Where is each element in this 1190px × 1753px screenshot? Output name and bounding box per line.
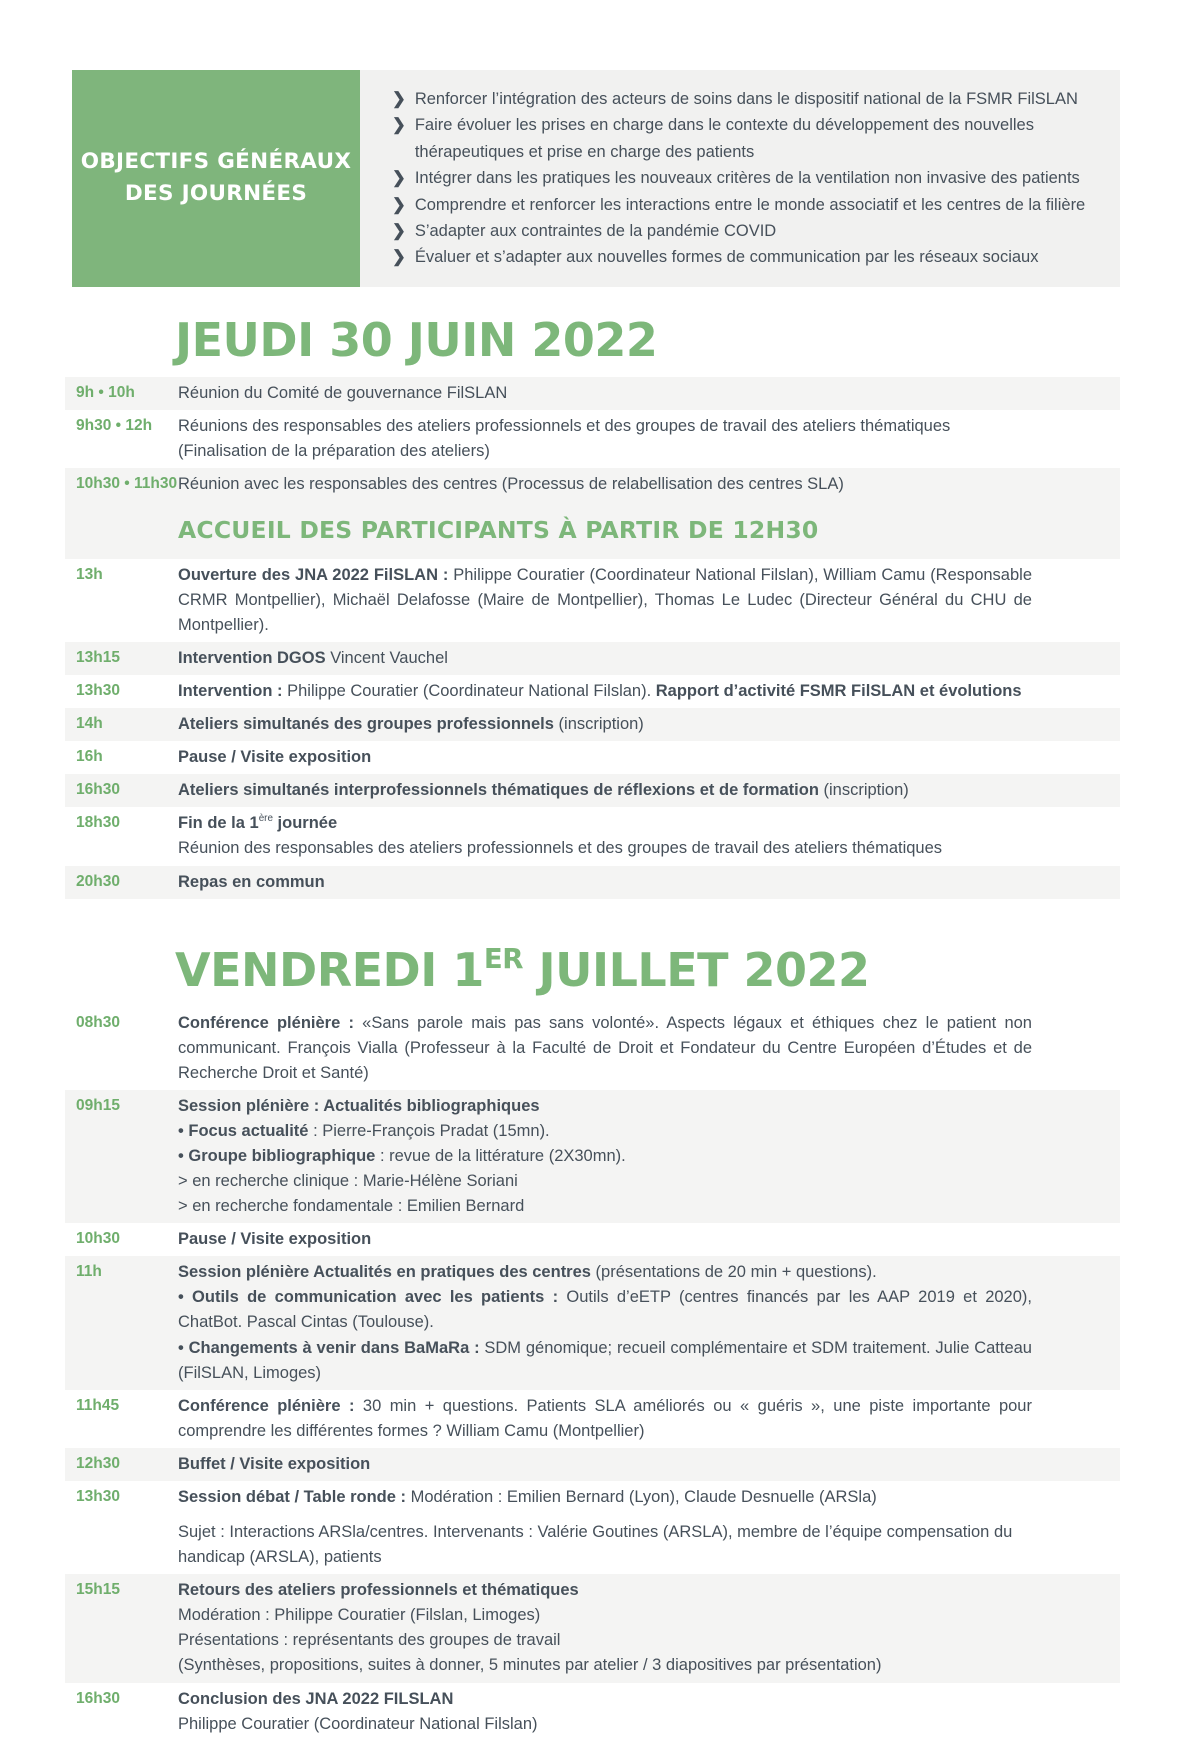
- objective-text: Comprendre et renforcer les interactions entre le monde associatif et les centres de la filière: [414, 195, 1086, 214]
- row-time: 16h30: [76, 781, 120, 799]
- schedule-row: [65, 1481, 1120, 1574]
- schedule-row: [65, 1007, 1120, 1090]
- text-segment: Intervention DGOS: [178, 649, 331, 667]
- row-description: [178, 563, 1120, 638]
- description-line: [178, 1687, 1032, 1712]
- description-line: [178, 1194, 1032, 1219]
- description-line: [178, 381, 1032, 406]
- accueil-subheading: ACCUEIL DES PARTICIPANTS À PARTIR DE 12H30: [178, 516, 819, 545]
- text-segment: Session plénière Actualités en pratiques des centres: [178, 1263, 596, 1282]
- schedule-row: [65, 708, 1120, 741]
- description-line: [178, 712, 1032, 737]
- text-segment: Vincent Vauchel: [330, 649, 448, 667]
- objective-item: [392, 86, 1094, 112]
- row-time: 10h30: [76, 1230, 120, 1248]
- text-segment: Conférence plénière :: [178, 1013, 363, 1032]
- text-segment: (Synthèses, propositions, suites à donner, 5 minutes par atelier / 3 diapositives par présentation): [178, 1656, 882, 1675]
- row-description: [178, 1260, 1120, 1385]
- objective-item: [392, 244, 1094, 270]
- text-segment: «Sans parole mais pas sans volonté». Aspects légaux et éthiques chez le patient non communicant. François Vialla (Professeur à la Faculté de Droit et Fondateur du Centre Européen d’Études et de Recherche Droit et Santé): [178, 1013, 1032, 1082]
- text-segment: Modération : Emilien Bernard (Lyon), Claude Desnuelle (ARSla): [410, 1487, 877, 1506]
- schedule-row: [65, 1256, 1120, 1389]
- text-segment: : revue de la littérature (2X30mn).: [375, 1147, 626, 1166]
- text-segment: • Groupe bibliographique: [178, 1147, 376, 1166]
- schedule-row: [65, 774, 1120, 807]
- text-segment: Session débat / Table ronde :: [178, 1487, 411, 1506]
- text-segment: Outils d’eETP (centres financés par les AAP 2019 et 2020), ChatBot. Pascal Cintas (Toulouse).: [178, 1288, 1032, 1332]
- row-time: 13h: [76, 565, 103, 583]
- schedule-row: [65, 1223, 1120, 1256]
- row-time: 10h30 • 11h30: [76, 474, 178, 492]
- description-line: [178, 870, 1032, 895]
- row-description: [178, 1485, 1120, 1570]
- objective-text: S’adapter aux contraintes de la pandémie COVID: [414, 221, 777, 240]
- description-line: [178, 646, 1032, 671]
- schedule-row: [65, 741, 1120, 774]
- row-time: 9h30 • 12h: [76, 416, 153, 434]
- chevron-icon: ❯: [392, 221, 406, 240]
- objectives-title-box: [72, 70, 360, 287]
- text-segment: JUILLET 2022: [522, 942, 870, 997]
- text-segment: Réunion avec les responsables des centres (Processus de relabellisation des centres SLA): [178, 474, 844, 493]
- text-segment: VENDREDI 1: [175, 942, 484, 997]
- vendredi-title: [175, 943, 1120, 997]
- text-segment: (inscription): [558, 715, 644, 734]
- text-segment: Conférence plénière :: [178, 1396, 363, 1415]
- description-line: [178, 1119, 1032, 1144]
- description-line: [178, 1260, 1032, 1285]
- objectives-header: [72, 70, 1120, 287]
- objectives-title: OBJECTIFS GÉNÉRAUX DES JOURNÉES: [80, 149, 352, 207]
- row-description: [178, 1227, 1120, 1252]
- description-line: [178, 1227, 1032, 1252]
- description-line: [178, 778, 1032, 803]
- schedule-row: [65, 642, 1120, 675]
- vendredi-rows: [65, 1007, 1120, 1741]
- row-description: [178, 1094, 1120, 1219]
- row-description: [178, 1452, 1120, 1477]
- schedule-row: [65, 1448, 1120, 1481]
- text-segment: • Focus actualité: [178, 1121, 309, 1140]
- row-time: 9h • 10h: [76, 383, 135, 401]
- description-line: [178, 1520, 1032, 1570]
- row-time: 20h30: [76, 872, 120, 890]
- text-segment: • Outils de communication avec les patients :: [178, 1288, 567, 1307]
- text-segment: Ateliers simultanés interprofessionnels thématiques de réflexions et de formation: [178, 781, 824, 800]
- description-line: [178, 414, 1032, 439]
- text-segment: journée: [272, 814, 338, 833]
- description-line: [178, 811, 1032, 836]
- row-description: [178, 870, 1120, 895]
- description-line: [178, 1336, 1032, 1386]
- description-line: [178, 1485, 1032, 1510]
- description-line: [178, 1169, 1032, 1194]
- schedule-row: [65, 675, 1120, 708]
- row-description: [178, 1011, 1120, 1086]
- text-segment: Modération : Philippe Couratier (Filslan, Limoges): [178, 1606, 541, 1625]
- row-time: 15h15: [76, 1581, 120, 1599]
- description-line: [178, 1578, 1032, 1603]
- objectives-list: [360, 70, 1120, 287]
- description-line: [178, 836, 1032, 861]
- objective-item: [392, 192, 1094, 218]
- text-segment: (Finalisation de la préparation des ateliers): [178, 441, 490, 460]
- text-segment: : Pierre-François Pradat (15mn).: [308, 1121, 550, 1140]
- text-segment: Philippe Couratier (Coordinateur National Filslan), William Camu (Responsable CRMR Montpellier), Michaël Delafosse (Maire de Montpellier), Thomas Le Ludec (Directeur Général du CHU de Montpellier).: [178, 565, 1033, 634]
- text-segment: Retours des ateliers professionnels et thématiques: [178, 1581, 579, 1600]
- jeudi-rows: [65, 377, 1120, 899]
- row-time: 13h15: [76, 649, 120, 666]
- text-segment: • Changements à venir dans BaMaRa :: [178, 1338, 485, 1357]
- program-page: [0, 70, 1190, 1753]
- description-line: [178, 439, 1032, 464]
- schedule-row: [65, 866, 1120, 899]
- row-time: 11h45: [76, 1396, 120, 1414]
- objective-text: Évaluer et s’adapter aux nouvelles formes de communication par les réseaux sociaux: [414, 248, 1039, 267]
- objective-text: Renforcer l’intégration des acteurs de soins dans le dispositif national de la FSMR FilSLAN: [414, 90, 1078, 108]
- text-segment: Présentations : représentants des groupes de travail: [178, 1631, 561, 1650]
- row-description: [178, 1394, 1120, 1444]
- text-segment: > en recherche clinique : Marie-Hélène Soriani: [178, 1172, 518, 1191]
- schedule-row: [65, 1574, 1120, 1682]
- description-line: [178, 1452, 1032, 1477]
- description-line: [178, 679, 1032, 704]
- text-segment: (présentations de 20 min + questions).: [595, 1263, 877, 1282]
- row-time: 12h30: [76, 1454, 120, 1472]
- row-time: 09h15: [76, 1096, 120, 1114]
- schedule-row: [65, 377, 1120, 410]
- text-segment: Ouverture des JNA 2022 FilSLAN :: [178, 565, 454, 584]
- row-description: [178, 1687, 1120, 1737]
- chevron-icon: ❯: [392, 116, 406, 135]
- text-segment: Pause / Visite exposition: [178, 1230, 372, 1249]
- objective-item: [392, 112, 1094, 165]
- text-segment: > en recherche fondamentale : Emilien Bernard: [178, 1197, 525, 1216]
- text-segment: Sujet : Interactions ARSla/centres. Intervenants : Valérie Goutines (ARSLA), membre de l’équipe compensation du handicap (ARSLA), patients: [178, 1523, 1013, 1567]
- text-segment: Buffet / Visite exposition: [178, 1454, 371, 1473]
- chevron-icon: ❯: [392, 169, 406, 188]
- row-description: [178, 679, 1120, 704]
- schedule-row: [65, 1390, 1120, 1448]
- text-segment: ère: [258, 812, 273, 824]
- description-line: [178, 745, 1032, 770]
- description-line: [178, 1603, 1032, 1628]
- text-segment: Conclusion des JNA 2022 FILSLAN: [178, 1689, 454, 1708]
- text-segment: Repas en commun: [178, 872, 325, 891]
- schedule-row: [65, 807, 1120, 865]
- row-description: [178, 414, 1120, 464]
- text-segment: Réunions des responsables des ateliers professionnels et des groupes de travail des ateliers thématiques: [178, 416, 951, 435]
- schedule-row: [65, 559, 1120, 642]
- text-segment: Philippe Couratier (Coordinateur National Filslan): [178, 1714, 538, 1733]
- row-description: [178, 646, 1120, 671]
- section-vendredi: [65, 943, 1120, 1741]
- text-segment: Rapport d’activité FSMR FilSLAN et évolutions: [655, 682, 1022, 701]
- section-jeudi: [65, 313, 1120, 899]
- objective-item: [392, 218, 1094, 244]
- text-segment: Session plénière : Actualités bibliographiques: [178, 1096, 540, 1115]
- row-description: [178, 472, 1120, 555]
- text-segment: Réunion des responsables des ateliers professionnels et des groupes de travail des ateliers thématiques: [178, 839, 943, 858]
- jeudi-title: JEUDI 30 JUIN 2022: [175, 312, 658, 367]
- text-segment: Philippe Couratier (Coordinateur National Filslan).: [287, 682, 656, 701]
- row-time: 16h30: [76, 1689, 120, 1707]
- chevron-icon: ❯: [392, 195, 406, 214]
- objective-text: Intégrer dans les pratiques les nouveaux critères de la ventilation non invasive des patients: [414, 169, 1080, 188]
- description-line: [178, 1144, 1032, 1169]
- schedule-row: [65, 1090, 1120, 1223]
- row-time: 08h30: [76, 1013, 120, 1031]
- row-time: 13h30: [76, 682, 120, 700]
- schedule-row: [65, 1683, 1120, 1741]
- text-segment: ER: [483, 942, 523, 976]
- text-segment: Intervention :: [178, 682, 288, 701]
- description-line: [178, 1394, 1032, 1444]
- chevron-icon: ❯: [392, 90, 406, 108]
- row-description: [178, 778, 1120, 803]
- schedule-row: [65, 468, 1120, 559]
- text-segment: Fin de la 1: [178, 814, 259, 833]
- row-description: [178, 712, 1120, 737]
- objective-item: [392, 165, 1094, 191]
- description-line: [178, 1011, 1032, 1086]
- row-description: [178, 745, 1120, 770]
- row-time: 16h: [76, 748, 103, 766]
- text-segment: 30 min + questions. Patients SLA améliorés ou « guéris », une piste importante pour comprendre les différentes formes ? William Camu (Montpellier): [178, 1396, 1032, 1440]
- row-time: 14h: [76, 715, 103, 733]
- row-description: [178, 1578, 1120, 1678]
- description-line: [178, 472, 1032, 497]
- description-line: [178, 563, 1032, 638]
- schedule-content: [65, 313, 1120, 1741]
- text-segment: SDM génomique; recueil complémentaire et SDM traitement. Julie Catteau (FilSLAN, Limoges): [178, 1338, 1032, 1382]
- objective-text: Faire évoluer les prises en charge dans le contexte du développement des nouvelles thérapeutiques et prise en charge des patients: [414, 116, 1034, 161]
- chevron-icon: ❯: [392, 248, 406, 267]
- description-line: [178, 1094, 1032, 1119]
- row-time: 18h30: [76, 814, 120, 832]
- description-line: [178, 1628, 1032, 1653]
- text-segment: (inscription): [823, 781, 909, 800]
- row-time: 13h30: [76, 1487, 120, 1505]
- description-line: [178, 1653, 1032, 1678]
- row-description: [178, 811, 1120, 861]
- text-segment: Réunion du Comité de gouvernance FilSLAN: [178, 383, 508, 402]
- description-line: [178, 1712, 1032, 1737]
- text-segment: Pause / Visite exposition: [178, 748, 372, 767]
- row-description: [178, 381, 1120, 406]
- schedule-row: [65, 410, 1120, 468]
- text-segment: Ateliers simultanés des groupes professionnels: [178, 715, 559, 734]
- description-line: [178, 1285, 1032, 1335]
- row-time: 11h: [76, 1263, 102, 1281]
